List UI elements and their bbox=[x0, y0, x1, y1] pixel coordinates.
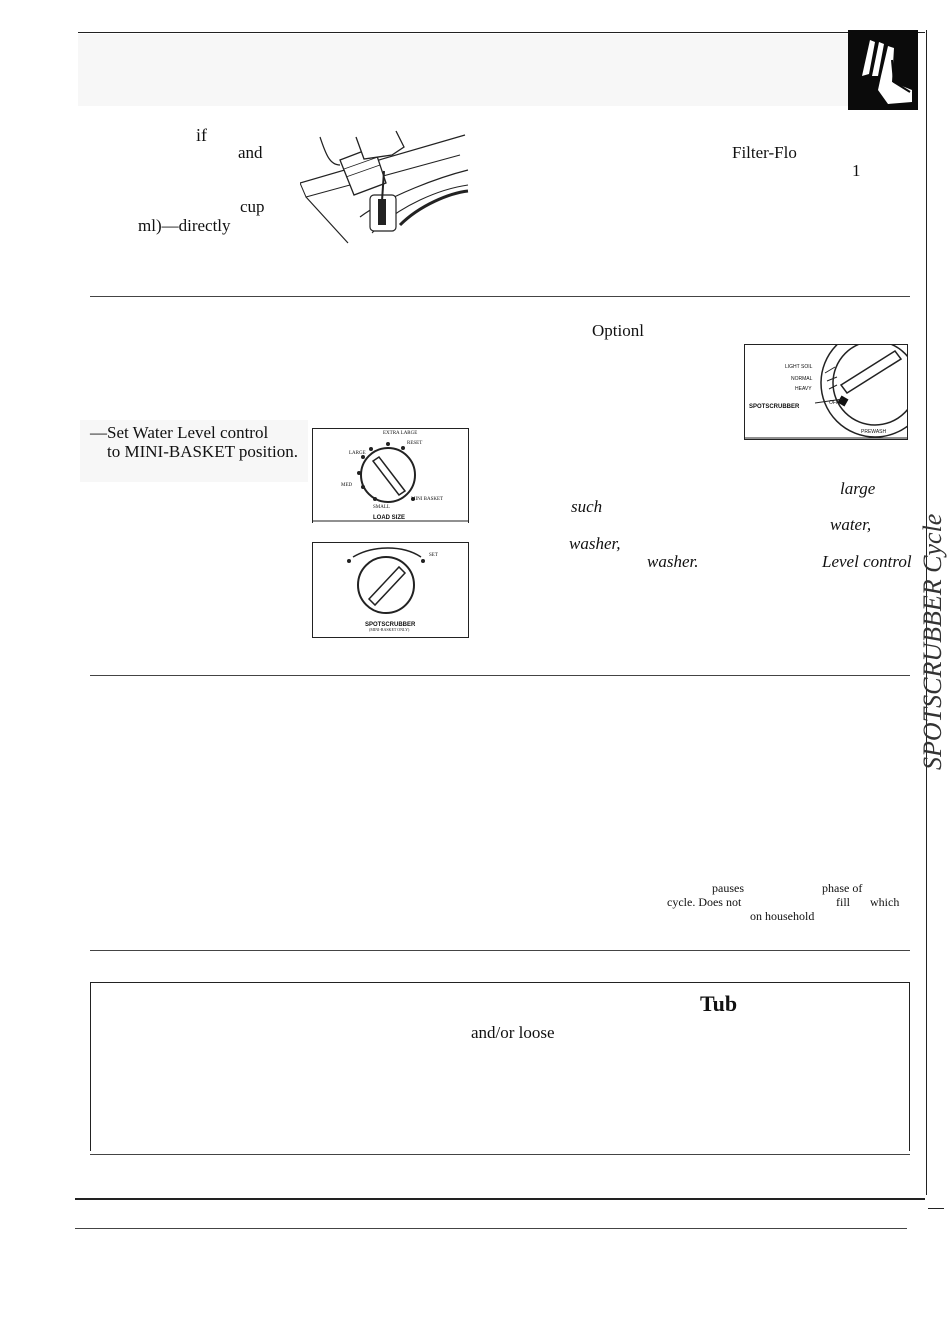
cycle-label-prewash: PREWASH bbox=[861, 429, 887, 435]
cycle-label-heavy: HEAVY bbox=[795, 386, 812, 392]
divider-1 bbox=[90, 296, 910, 297]
cycle-label-off: OFF bbox=[829, 400, 839, 406]
pouring-illustration bbox=[300, 125, 470, 245]
word-filter-flo: Filter-Flo bbox=[732, 143, 797, 162]
top-rule bbox=[78, 32, 925, 33]
bottom-rule-3 bbox=[75, 1228, 907, 1229]
word-such: such bbox=[571, 497, 603, 516]
word-water: water, bbox=[830, 515, 872, 534]
load-label-small: SMALL bbox=[373, 505, 390, 510]
load-label-extra-large: EXTRA LARGE bbox=[383, 431, 418, 436]
bottom-rule-2 bbox=[928, 1208, 944, 1209]
word-washer-comma: washer, bbox=[569, 534, 621, 553]
divider-2 bbox=[90, 675, 910, 676]
spot-dial-caption: SPOTSCRUBBER bbox=[365, 622, 416, 628]
load-size-caption: LOAD SIZE bbox=[373, 515, 406, 521]
tub-notice-box bbox=[90, 982, 910, 1151]
load-label-med: MED bbox=[341, 483, 353, 488]
spot-dial-set-label: SET bbox=[429, 553, 438, 558]
header-band bbox=[78, 34, 848, 106]
option-word: Optionl bbox=[592, 321, 644, 340]
word-cycle-does-not: cycle. Does not bbox=[667, 895, 742, 909]
word-cup: cup bbox=[240, 197, 265, 216]
step-line-1: —Set Water Level control bbox=[90, 423, 269, 442]
side-title: SPOTSCRUBBER Cycle bbox=[918, 513, 947, 770]
word-and: and bbox=[238, 143, 263, 162]
word-pauses: pauses bbox=[712, 881, 744, 895]
load-label-mini-basket: MINI BASKET bbox=[411, 497, 444, 502]
step-line-2: to MINI-BASKET position. bbox=[107, 442, 298, 461]
word-and-or-loose: and/or loose bbox=[471, 1023, 555, 1042]
tub-heading-word: Tub bbox=[700, 991, 738, 1016]
cycle-label-light-soil: LIGHT SOIL bbox=[785, 364, 813, 370]
hand-pointing-icon bbox=[848, 30, 918, 110]
word-phase-of: phase of bbox=[822, 881, 863, 895]
load-size-dial bbox=[312, 428, 469, 523]
word-washer-period: washer. bbox=[647, 552, 699, 571]
word-fill: fill bbox=[836, 895, 850, 909]
word-which: which bbox=[870, 895, 900, 909]
cycle-label-spotscrubber: SPOTSCRUBBER bbox=[749, 404, 800, 410]
word-one: 1 bbox=[852, 161, 861, 180]
spotscrubber-dial bbox=[312, 542, 469, 638]
cycle-label-normal: NORMAL bbox=[791, 376, 813, 382]
word-if: if bbox=[196, 125, 207, 145]
divider-4 bbox=[90, 1154, 910, 1155]
load-label-reset: RESET bbox=[407, 441, 423, 446]
word-large: large bbox=[840, 479, 876, 498]
word-level-control: Level control bbox=[822, 552, 912, 571]
divider-3 bbox=[90, 950, 910, 951]
spot-dial-subcaption: (MINI-BASKET ONLY) bbox=[369, 627, 410, 632]
bottom-rule-1 bbox=[75, 1198, 925, 1200]
cycle-selector-illustration bbox=[744, 344, 908, 440]
word-on-household: on household bbox=[750, 909, 815, 923]
word-ml-directly: ml)—directly bbox=[138, 216, 231, 235]
load-label-large: LARGE bbox=[349, 451, 366, 456]
